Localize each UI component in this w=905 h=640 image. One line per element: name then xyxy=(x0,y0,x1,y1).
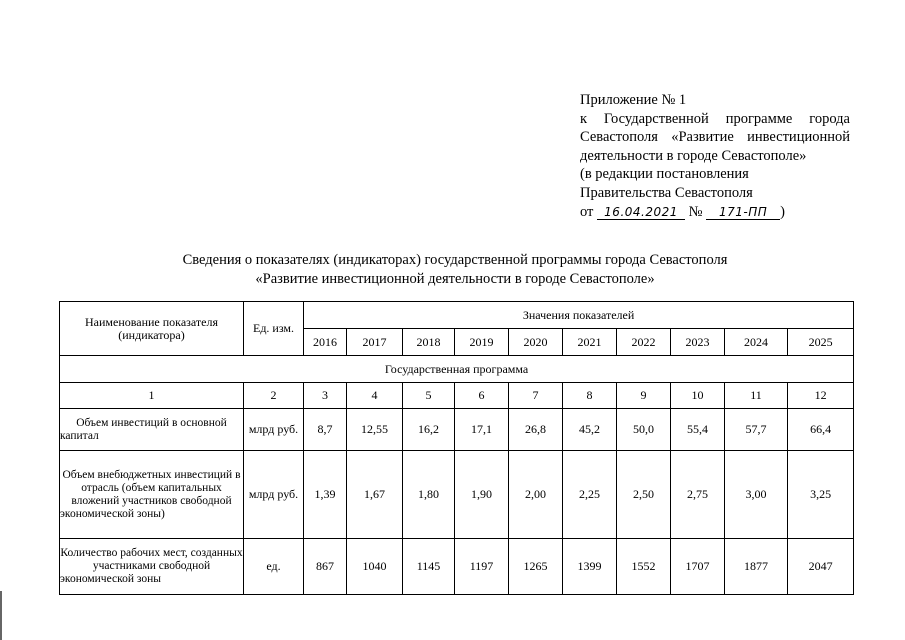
col-number-cell: 5 xyxy=(403,383,455,409)
appendix-line-4: деятельности в городе Севастополе» xyxy=(580,147,807,164)
year-cell: 2020 xyxy=(509,329,563,356)
col-number-cell: 12 xyxy=(788,383,854,409)
col-number-cell: 1 xyxy=(60,383,244,409)
table-row xyxy=(60,539,854,595)
value-cell: 12,55 xyxy=(347,409,403,451)
unit-cell: млрд руб. xyxy=(244,409,304,451)
value-cell: 1,67 xyxy=(347,451,403,539)
value-cell: 26,8 xyxy=(509,409,563,451)
indicators-table xyxy=(59,301,854,595)
year-cell: 2017 xyxy=(347,329,403,356)
value-cell: 2,50 xyxy=(617,451,671,539)
appendix-date-line xyxy=(580,203,850,222)
year-cell: 2016 xyxy=(304,329,347,356)
appendix-line-5: (в редакции постановления xyxy=(580,166,749,183)
value-cell: 2047 xyxy=(788,539,854,595)
value-cell: 1399 xyxy=(563,539,617,595)
document-title xyxy=(100,251,810,289)
indicator-name-cell: Объем внебюджетных инвестиций в отрасль (объем капитальных вложений участников свободной экономической зоны) xyxy=(60,451,244,539)
year-cell: 2018 xyxy=(403,329,455,356)
indicator-name-cell: Количество рабочих мест, созданных участниками свободной экономической зоны xyxy=(60,539,244,595)
year-cell: 2021 xyxy=(563,329,617,356)
col-number-cell: 11 xyxy=(725,383,788,409)
year-cell: 2024 xyxy=(725,329,788,356)
table-row xyxy=(60,409,854,451)
appendix-block xyxy=(580,91,850,221)
close-paren: ) xyxy=(780,203,785,220)
header-unit-cell: Ед. изм. xyxy=(244,302,304,356)
date-prefix: от xyxy=(580,203,594,220)
value-cell: 1040 xyxy=(347,539,403,595)
appendix-line-1: Приложение № 1 xyxy=(580,92,687,108)
appendix-line-3: Севастополя «Развитие инвестиционной xyxy=(580,129,850,146)
value-cell: 17,1 xyxy=(455,409,509,451)
value-cell: 50,0 xyxy=(617,409,671,451)
value-cell: 45,2 xyxy=(563,409,617,451)
header-row-1 xyxy=(60,302,854,329)
appendix-line-2: к Государственной программе города xyxy=(580,110,850,127)
col-number-cell: 9 xyxy=(617,383,671,409)
col-number-cell: 8 xyxy=(563,383,617,409)
value-cell: 1,39 xyxy=(304,451,347,539)
value-cell: 2,00 xyxy=(509,451,563,539)
indicator-name-cell: Объем инвестиций в основной капитал xyxy=(60,409,244,451)
scan-edge-mark xyxy=(0,591,2,640)
section-row xyxy=(60,356,854,383)
section-cell: Государственная программа xyxy=(60,356,854,383)
unit-cell: млрд руб. xyxy=(244,451,304,539)
value-cell: 1,90 xyxy=(455,451,509,539)
value-cell: 1265 xyxy=(509,539,563,595)
value-cell: 1707 xyxy=(671,539,725,595)
year-cell: 2023 xyxy=(671,329,725,356)
value-cell: 2,75 xyxy=(671,451,725,539)
value-cell: 1145 xyxy=(403,539,455,595)
table-row xyxy=(60,451,854,539)
value-cell: 867 xyxy=(304,539,347,595)
appendix-line-6: Правительства Севастополя xyxy=(580,184,753,201)
year-cell: 2022 xyxy=(617,329,671,356)
value-cell: 1,80 xyxy=(403,451,455,539)
col-number-cell: 6 xyxy=(455,383,509,409)
header-name-cell: Наименование показателя (индикатора) xyxy=(60,302,244,356)
value-cell: 1877 xyxy=(725,539,788,595)
col-number-cell: 3 xyxy=(304,383,347,409)
value-cell: 57,7 xyxy=(725,409,788,451)
value-cell: 1552 xyxy=(617,539,671,595)
title-line-1: Сведения о показателях (индикаторах) государственной программы города Севастополя xyxy=(182,252,728,268)
value-cell: 3,00 xyxy=(725,451,788,539)
value-cell: 3,25 xyxy=(788,451,854,539)
value-cell: 66,4 xyxy=(788,409,854,451)
column-numbers-row xyxy=(60,383,854,409)
value-cell: 2,25 xyxy=(563,451,617,539)
col-number-cell: 2 xyxy=(244,383,304,409)
handwritten-number: 171-ПП xyxy=(706,205,780,220)
value-cell: 1197 xyxy=(455,539,509,595)
year-cell: 2019 xyxy=(455,329,509,356)
header-values-cell: Значения показателей xyxy=(304,302,854,329)
unit-cell: ед. xyxy=(244,539,304,595)
value-cell: 55,4 xyxy=(671,409,725,451)
col-number-cell: 10 xyxy=(671,383,725,409)
number-prefix: № xyxy=(688,203,703,220)
col-number-cell: 4 xyxy=(347,383,403,409)
value-cell: 16,2 xyxy=(403,409,455,451)
value-cell: 8,7 xyxy=(304,409,347,451)
col-number-cell: 7 xyxy=(509,383,563,409)
title-line-2: «Развитие инвестиционной деятельности в городе Севастополе» xyxy=(255,271,655,287)
year-cell: 2025 xyxy=(788,329,854,356)
handwritten-date: 16.04.2021 xyxy=(597,205,685,220)
